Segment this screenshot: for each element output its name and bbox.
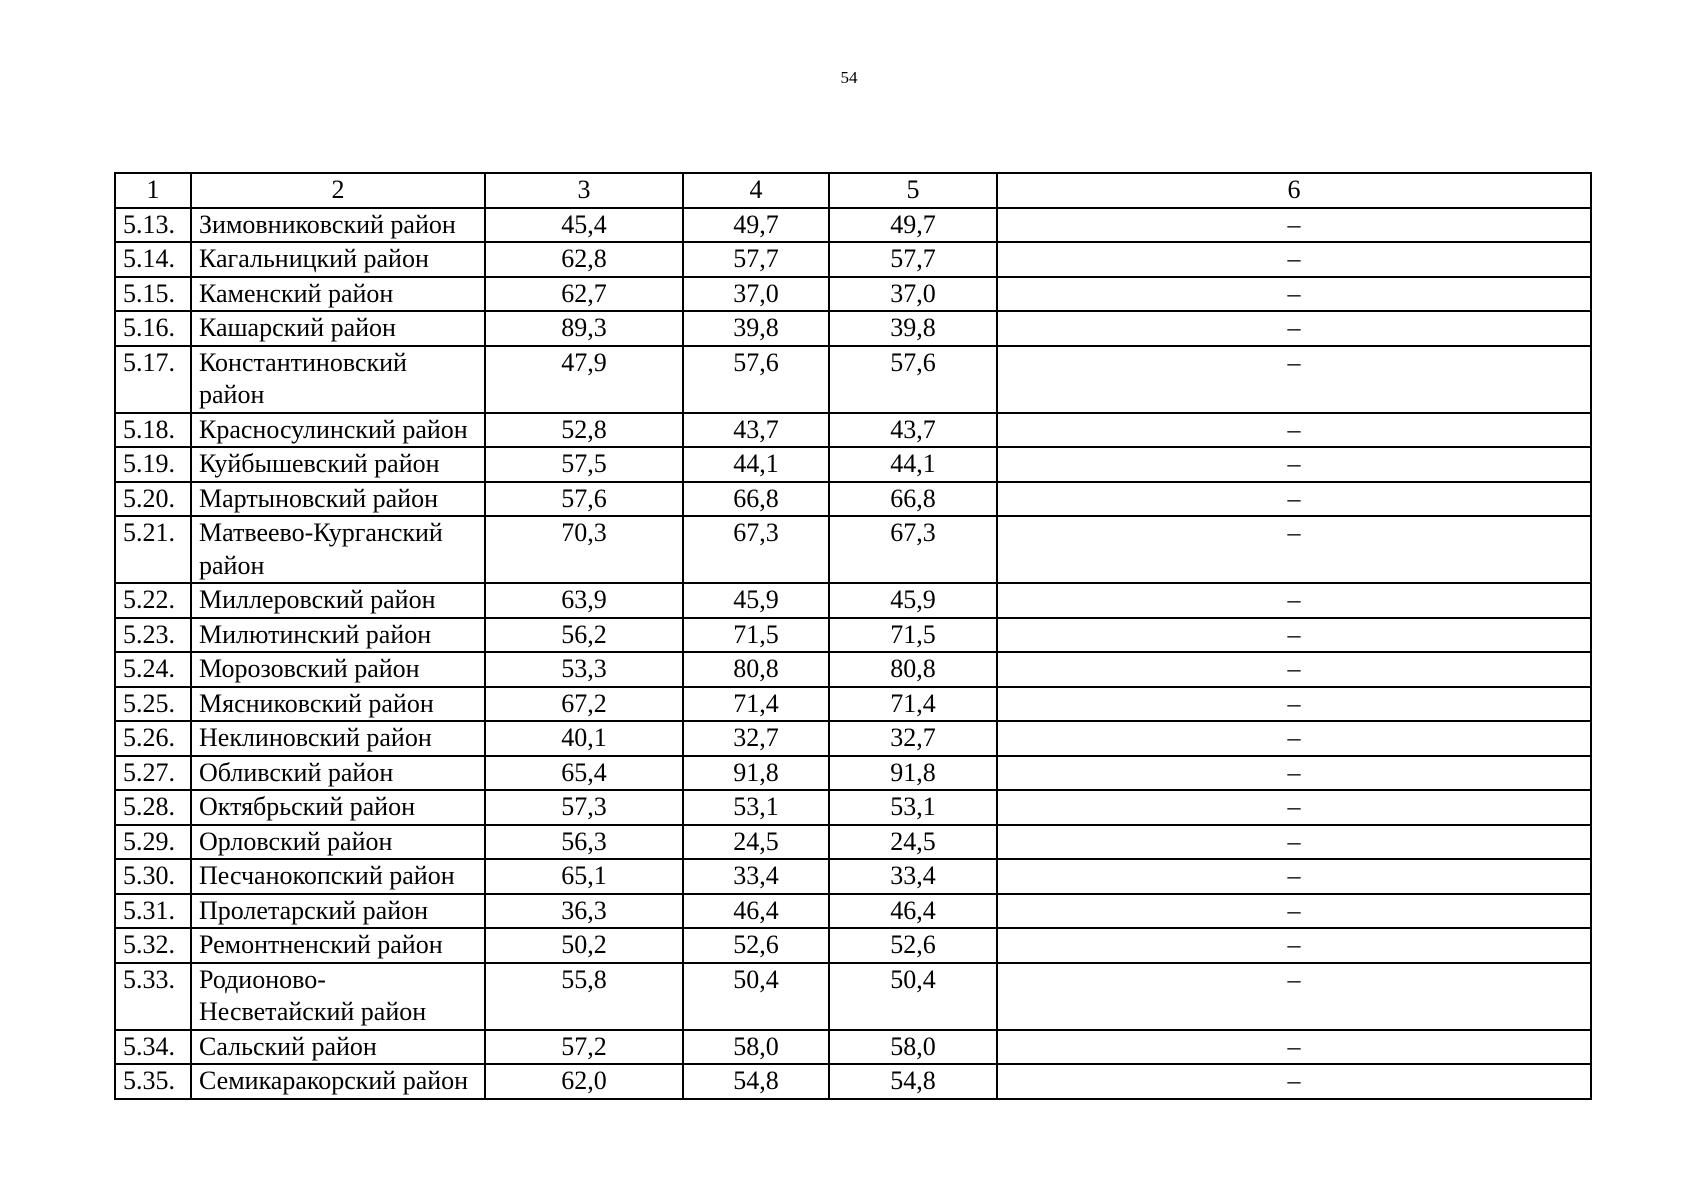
value-col3-cell: 57,2 bbox=[485, 1030, 683, 1065]
district-name-cell: Миллеровский район bbox=[191, 583, 485, 618]
value-col5-cell: 43,7 bbox=[829, 413, 997, 448]
value-col5-cell: 45,9 bbox=[829, 583, 997, 618]
value-col3-cell: 67,2 bbox=[485, 687, 683, 722]
district-name-cell: Кагальницкий район bbox=[191, 242, 485, 277]
value-col5-cell: 57,7 bbox=[829, 242, 997, 277]
row-number-cell: 5.35. bbox=[115, 1064, 191, 1099]
value-col3-cell: 62,7 bbox=[485, 277, 683, 312]
table-row bbox=[115, 963, 1591, 1030]
district-name-cell: Каменский район bbox=[191, 277, 485, 312]
value-col6-cell: – bbox=[997, 859, 1591, 894]
column-header: 4 bbox=[683, 173, 829, 208]
value-col6-cell: – bbox=[997, 516, 1591, 583]
column-header: 5 bbox=[829, 173, 997, 208]
value-col4-cell: 54,8 bbox=[683, 1064, 829, 1099]
value-col5-cell: 66,8 bbox=[829, 482, 997, 517]
value-col3-cell: 36,3 bbox=[485, 894, 683, 929]
value-col4-cell: 57,6 bbox=[683, 346, 829, 413]
value-col3-cell: 89,3 bbox=[485, 311, 683, 346]
row-number-cell: 5.19. bbox=[115, 447, 191, 482]
value-col4-cell: 67,3 bbox=[683, 516, 829, 583]
value-col4-cell: 66,8 bbox=[683, 482, 829, 517]
row-number-cell: 5.20. bbox=[115, 482, 191, 517]
value-col5-cell: 67,3 bbox=[829, 516, 997, 583]
row-number-cell: 5.28. bbox=[115, 790, 191, 825]
table-body bbox=[115, 208, 1591, 1099]
value-col4-cell: 71,5 bbox=[683, 618, 829, 653]
value-col4-cell: 71,4 bbox=[683, 687, 829, 722]
district-name-cell: Орловский район bbox=[191, 825, 485, 860]
district-name-cell: Мясниковский район bbox=[191, 687, 485, 722]
value-col5-cell: 54,8 bbox=[829, 1064, 997, 1099]
column-header: 2 bbox=[191, 173, 485, 208]
value-col5-cell: 80,8 bbox=[829, 652, 997, 687]
value-col6-cell: – bbox=[997, 825, 1591, 860]
table-row bbox=[115, 583, 1591, 618]
district-name-cell: Ремонтненский район bbox=[191, 928, 485, 963]
table-row bbox=[115, 208, 1591, 243]
value-col5-cell: 46,4 bbox=[829, 894, 997, 929]
table-row bbox=[115, 859, 1591, 894]
value-col6-cell: – bbox=[997, 687, 1591, 722]
value-col6-cell: – bbox=[997, 1030, 1591, 1065]
district-name-cell: Песчанокопский район bbox=[191, 859, 485, 894]
table-row bbox=[115, 756, 1591, 791]
value-col6-cell: – bbox=[997, 756, 1591, 791]
row-number-cell: 5.32. bbox=[115, 928, 191, 963]
value-col4-cell: 44,1 bbox=[683, 447, 829, 482]
row-number-cell: 5.22. bbox=[115, 583, 191, 618]
table-row bbox=[115, 242, 1591, 277]
row-number-cell: 5.14. bbox=[115, 242, 191, 277]
value-col6-cell: – bbox=[997, 242, 1591, 277]
table-row bbox=[115, 1030, 1591, 1065]
value-col5-cell: 57,6 bbox=[829, 346, 997, 413]
row-number-cell: 5.26. bbox=[115, 721, 191, 756]
value-col5-cell: 49,7 bbox=[829, 208, 997, 243]
district-name-cell: Константиновский район bbox=[191, 346, 485, 413]
table-header bbox=[115, 173, 1591, 208]
data-table bbox=[114, 172, 1592, 1100]
table-row bbox=[115, 311, 1591, 346]
value-col6-cell: – bbox=[997, 447, 1591, 482]
value-col6-cell: – bbox=[997, 894, 1591, 929]
district-name-cell: Зимовниковский район bbox=[191, 208, 485, 243]
value-col6-cell: – bbox=[997, 346, 1591, 413]
table-row bbox=[115, 618, 1591, 653]
value-col3-cell: 53,3 bbox=[485, 652, 683, 687]
district-name-cell: Обливский район bbox=[191, 756, 485, 791]
value-col4-cell: 37,0 bbox=[683, 277, 829, 312]
row-number-cell: 5.31. bbox=[115, 894, 191, 929]
value-col4-cell: 46,4 bbox=[683, 894, 829, 929]
value-col6-cell: – bbox=[997, 583, 1591, 618]
district-name-cell: Сальский район bbox=[191, 1030, 485, 1065]
district-name-cell: Милютинский район bbox=[191, 618, 485, 653]
value-col4-cell: 53,1 bbox=[683, 790, 829, 825]
value-col6-cell: – bbox=[997, 482, 1591, 517]
page-number: 54 bbox=[840, 68, 858, 87]
value-col3-cell: 56,3 bbox=[485, 825, 683, 860]
value-col5-cell: 32,7 bbox=[829, 721, 997, 756]
value-col3-cell: 63,9 bbox=[485, 583, 683, 618]
table-row bbox=[115, 928, 1591, 963]
value-col4-cell: 50,4 bbox=[683, 963, 829, 1030]
value-col3-cell: 62,8 bbox=[485, 242, 683, 277]
value-col6-cell: – bbox=[997, 1064, 1591, 1099]
row-number-cell: 5.25. bbox=[115, 687, 191, 722]
value-col3-cell: 65,4 bbox=[485, 756, 683, 791]
value-col6-cell: – bbox=[997, 413, 1591, 448]
value-col6-cell: – bbox=[997, 928, 1591, 963]
district-name-cell: Красносулинский район bbox=[191, 413, 485, 448]
row-number-cell: 5.24. bbox=[115, 652, 191, 687]
row-number-cell: 5.23. bbox=[115, 618, 191, 653]
row-number-cell: 5.21. bbox=[115, 516, 191, 583]
table-row bbox=[115, 346, 1591, 413]
value-col6-cell: – bbox=[997, 721, 1591, 756]
district-name-cell: Октябрьский район bbox=[191, 790, 485, 825]
district-name-cell: Пролетарский район bbox=[191, 894, 485, 929]
value-col6-cell: – bbox=[997, 311, 1591, 346]
district-name-cell: Куйбышевский район bbox=[191, 447, 485, 482]
table-row bbox=[115, 825, 1591, 860]
value-col6-cell: – bbox=[997, 618, 1591, 653]
district-name-cell: Родионово-Несветайский район bbox=[191, 963, 485, 1030]
value-col6-cell: – bbox=[997, 963, 1591, 1030]
row-number-cell: 5.17. bbox=[115, 346, 191, 413]
value-col4-cell: 91,8 bbox=[683, 756, 829, 791]
column-header: 6 bbox=[997, 173, 1591, 208]
value-col3-cell: 45,4 bbox=[485, 208, 683, 243]
value-col5-cell: 52,6 bbox=[829, 928, 997, 963]
value-col5-cell: 33,4 bbox=[829, 859, 997, 894]
header-row bbox=[115, 173, 1591, 208]
value-col6-cell: – bbox=[997, 652, 1591, 687]
district-name-cell: Семикаракорский район bbox=[191, 1064, 485, 1099]
value-col4-cell: 45,9 bbox=[683, 583, 829, 618]
table-row bbox=[115, 447, 1591, 482]
value-col5-cell: 53,1 bbox=[829, 790, 997, 825]
value-col5-cell: 91,8 bbox=[829, 756, 997, 791]
value-col3-cell: 57,3 bbox=[485, 790, 683, 825]
table-row bbox=[115, 1064, 1591, 1099]
row-number-cell: 5.18. bbox=[115, 413, 191, 448]
row-number-cell: 5.33. bbox=[115, 963, 191, 1030]
value-col4-cell: 57,7 bbox=[683, 242, 829, 277]
table-row bbox=[115, 652, 1591, 687]
table-row bbox=[115, 721, 1591, 756]
value-col4-cell: 39,8 bbox=[683, 311, 829, 346]
value-col4-cell: 52,6 bbox=[683, 928, 829, 963]
value-col3-cell: 55,8 bbox=[485, 963, 683, 1030]
value-col3-cell: 52,8 bbox=[485, 413, 683, 448]
table-row bbox=[115, 413, 1591, 448]
value-col4-cell: 24,5 bbox=[683, 825, 829, 860]
row-number-cell: 5.16. bbox=[115, 311, 191, 346]
row-number-cell: 5.29. bbox=[115, 825, 191, 860]
value-col3-cell: 47,9 bbox=[485, 346, 683, 413]
column-header: 1 bbox=[115, 173, 191, 208]
table-row bbox=[115, 277, 1591, 312]
value-col5-cell: 71,4 bbox=[829, 687, 997, 722]
value-col3-cell: 40,1 bbox=[485, 721, 683, 756]
district-name-cell: Матвеево-Курганский район bbox=[191, 516, 485, 583]
row-number-cell: 5.15. bbox=[115, 277, 191, 312]
value-col6-cell: – bbox=[997, 790, 1591, 825]
value-col6-cell: – bbox=[997, 208, 1591, 243]
table-row bbox=[115, 894, 1591, 929]
value-col5-cell: 44,1 bbox=[829, 447, 997, 482]
value-col4-cell: 58,0 bbox=[683, 1030, 829, 1065]
value-col5-cell: 37,0 bbox=[829, 277, 997, 312]
table-row bbox=[115, 790, 1591, 825]
row-number-cell: 5.34. bbox=[115, 1030, 191, 1065]
value-col3-cell: 57,6 bbox=[485, 482, 683, 517]
district-name-cell: Неклиновский район bbox=[191, 721, 485, 756]
row-number-cell: 5.13. bbox=[115, 208, 191, 243]
value-col3-cell: 57,5 bbox=[485, 447, 683, 482]
district-name-cell: Мартыновский район bbox=[191, 482, 485, 517]
row-number-cell: 5.30. bbox=[115, 859, 191, 894]
value-col5-cell: 71,5 bbox=[829, 618, 997, 653]
value-col5-cell: 58,0 bbox=[829, 1030, 997, 1065]
value-col3-cell: 62,0 bbox=[485, 1064, 683, 1099]
value-col5-cell: 39,8 bbox=[829, 311, 997, 346]
value-col6-cell: – bbox=[997, 277, 1591, 312]
value-col4-cell: 43,7 bbox=[683, 413, 829, 448]
table-row bbox=[115, 516, 1591, 583]
district-name-cell: Кашарский район bbox=[191, 311, 485, 346]
column-header: 3 bbox=[485, 173, 683, 208]
value-col5-cell: 50,4 bbox=[829, 963, 997, 1030]
value-col5-cell: 24,5 bbox=[829, 825, 997, 860]
table-row bbox=[115, 482, 1591, 517]
row-number-cell: 5.27. bbox=[115, 756, 191, 791]
value-col4-cell: 33,4 bbox=[683, 859, 829, 894]
table-row bbox=[115, 687, 1591, 722]
value-col3-cell: 50,2 bbox=[485, 928, 683, 963]
value-col3-cell: 70,3 bbox=[485, 516, 683, 583]
value-col4-cell: 32,7 bbox=[683, 721, 829, 756]
value-col4-cell: 49,7 bbox=[683, 208, 829, 243]
value-col3-cell: 65,1 bbox=[485, 859, 683, 894]
value-col4-cell: 80,8 bbox=[683, 652, 829, 687]
district-name-cell: Морозовский район bbox=[191, 652, 485, 687]
value-col3-cell: 56,2 bbox=[485, 618, 683, 653]
